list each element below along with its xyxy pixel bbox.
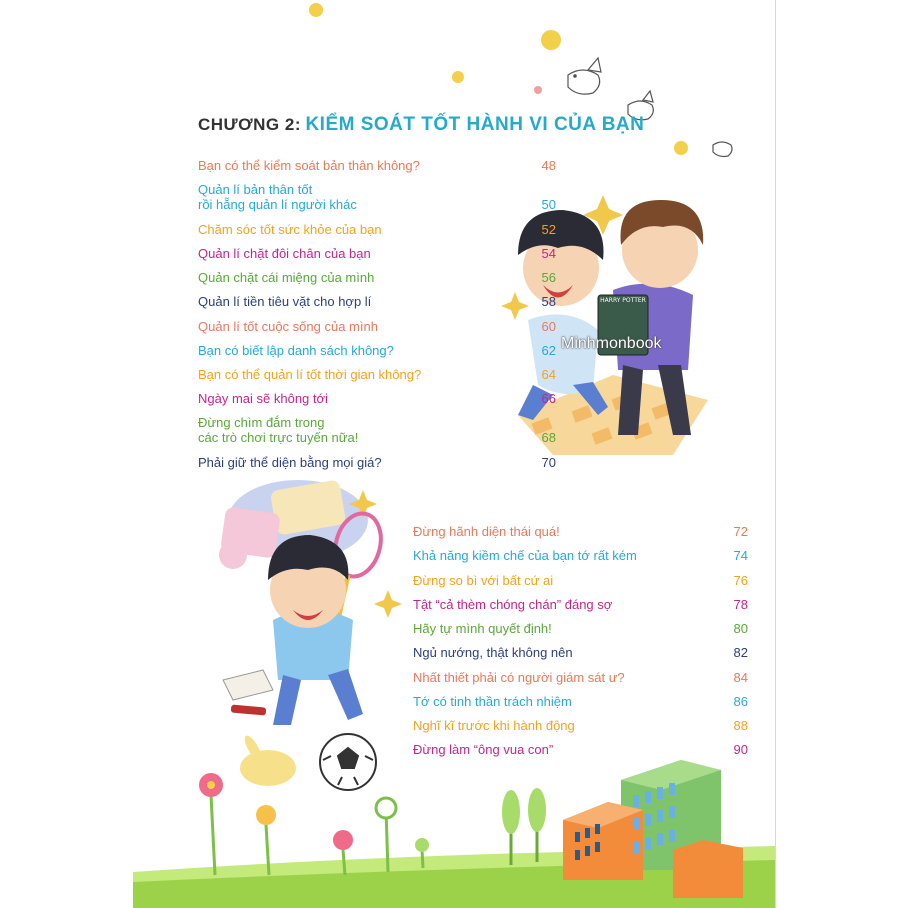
- toc-page-number: 62: [541, 343, 556, 358]
- toc-page-number: 56: [541, 270, 556, 285]
- toc-page-number: 84: [733, 670, 748, 685]
- toc-entry: [413, 718, 748, 733]
- toc-entry-title: Đừng hãnh diện thái quá!: [413, 524, 560, 539]
- decor-dot: [674, 141, 688, 155]
- toc-entry: [198, 455, 556, 470]
- toc-entry: [198, 319, 556, 334]
- toc-page-number: 82: [733, 645, 748, 660]
- toc-page-number: 50: [541, 197, 556, 212]
- toc-entry-title: Bạn có thể quản lí tốt thời gian không?: [198, 367, 422, 382]
- toc-entry: [198, 391, 556, 406]
- toc-entry: [198, 415, 556, 445]
- decor-dot: [534, 86, 542, 94]
- toc-entry-title: Quản lí chặt đôi chân của bạn: [198, 246, 371, 261]
- toc-entry: [198, 222, 556, 237]
- toc-entry-title: Quản lí bản thân tốt: [198, 182, 313, 197]
- toc-page-number: 48: [541, 158, 556, 173]
- toc-entry-title: Bạn có thể kiểm soát bản thân không?: [198, 158, 420, 173]
- toc-entry-title: Hãy tự mình quyết định!: [413, 621, 552, 636]
- toc-entry-title: Ngày mai sẽ không tới: [198, 391, 328, 406]
- toc-entry: [413, 670, 748, 685]
- toc-page-number: 66: [541, 391, 556, 406]
- toc-page-number: 90: [733, 742, 748, 757]
- tree-icon: [502, 790, 520, 834]
- toc-entry: [413, 694, 748, 709]
- toc-entry: [198, 182, 556, 212]
- page-illustrations: [133, 0, 775, 908]
- toc-entry: [198, 367, 556, 382]
- toc-page-number: 86: [733, 694, 748, 709]
- decor-dot: [309, 3, 323, 17]
- toc-entry: [198, 246, 556, 261]
- toc-page-number: 76: [733, 573, 748, 588]
- decor-dot: [541, 30, 561, 50]
- toc-page-number: 60: [541, 319, 556, 334]
- toc-entry: [413, 597, 748, 612]
- chapter-title: KIỂM SOÁT TỐT HÀNH VI CỦA BẠN: [305, 114, 645, 135]
- page-edge: [775, 0, 776, 908]
- toc-entry: [413, 621, 748, 636]
- toc-page-number: 52: [541, 222, 556, 237]
- chapter-number: CHƯƠNG 2:: [198, 115, 301, 134]
- toc-entry-title: Phải giữ thể diện bằng mọi giá?: [198, 455, 382, 470]
- toc-page-number: 80: [733, 621, 748, 636]
- toc-entry-title: Quản chặt cái miệng của mình: [198, 270, 375, 285]
- toc-page-number: 70: [541, 455, 556, 470]
- bird-icon: [713, 142, 732, 157]
- toc-entry: [413, 573, 748, 588]
- toc-page-number: 74: [733, 548, 748, 563]
- toc-page-number: 78: [733, 597, 748, 612]
- boy-with-racket-illustration: [219, 479, 402, 790]
- toc-entry-title: Ngủ nướng, thật không nên: [413, 645, 573, 660]
- tree-icon: [528, 788, 546, 832]
- toc-entry-title: Nhất thiết phải có người giám sát ư?: [413, 670, 625, 685]
- toc-entry-title: Đừng chìm đắm trong: [198, 415, 325, 430]
- toc-page-number: 68: [541, 430, 556, 445]
- toc-page-number: 54: [541, 246, 556, 261]
- toc-entry: [413, 645, 748, 660]
- book-cover-text: HARRY POTTER: [600, 297, 646, 304]
- flower-icon: [376, 798, 396, 818]
- toc-page-number: 72: [733, 524, 748, 539]
- toc-entry: [413, 742, 748, 757]
- toc-entry-title: các trò chơi trực tuyến nữa!: [198, 430, 359, 445]
- toc-entry: [198, 158, 556, 173]
- toc-entry-title: Nghĩ kĩ trước khi hành động: [413, 718, 575, 733]
- toc-entry: [198, 270, 556, 285]
- flower-icon: [256, 805, 276, 825]
- toc-entry-title: rồi hẵng quản lí người khác: [198, 197, 357, 212]
- toc-entry-title: Quản lí tốt cuộc sống của mình: [198, 319, 378, 334]
- toc-entry-title: Tật “cả thèm chóng chán” đáng sợ: [413, 597, 613, 612]
- toc-entry: [413, 524, 748, 539]
- toc-entry: [198, 343, 556, 358]
- toc-entry-title: Khả năng kiềm chế của bạn tớ rất kém: [413, 548, 637, 563]
- decor-dot: [452, 71, 464, 83]
- toc-entry-title: Đừng so bì với bất cứ ai: [413, 573, 554, 588]
- toc-page-number: 58: [541, 294, 556, 309]
- toc-page-number: 88: [733, 718, 748, 733]
- toc-entry-title: Chăm sóc tốt sức khỏe của bạn: [198, 222, 382, 237]
- bird-icon: [568, 58, 601, 94]
- toc-page-number: 64: [541, 367, 556, 382]
- toc-entry: [198, 294, 556, 309]
- book-page: [133, 0, 775, 908]
- toc-entry: [413, 548, 748, 563]
- toc-entry-title: Tớ có tinh thần trách nhiệm: [413, 694, 572, 709]
- toc-entry-title: Bạn có biết lập danh sách không?: [198, 343, 394, 358]
- toc-entry-title: Quản lí tiền tiêu vặt cho hợp lí: [198, 294, 372, 309]
- toc-entry-title: Đừng làm “ông vua con”: [413, 742, 554, 757]
- watermark: Minhmonbook: [561, 335, 662, 352]
- flower-icon: [333, 830, 353, 850]
- chapter-heading: [198, 114, 644, 136]
